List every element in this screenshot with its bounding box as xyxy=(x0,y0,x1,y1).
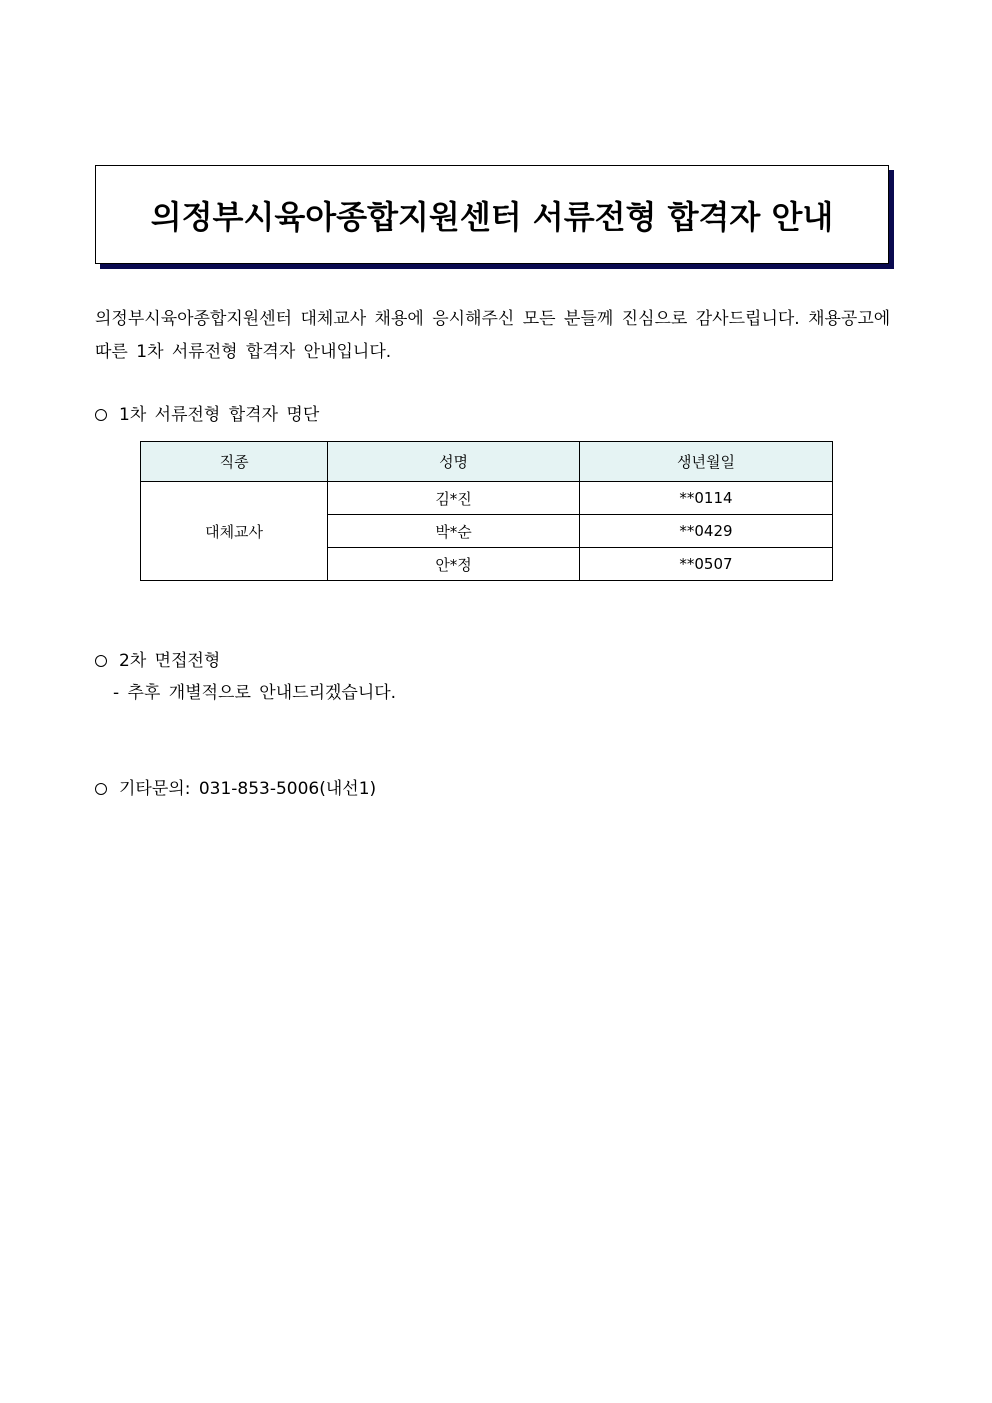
cell-birthdate: **0114 xyxy=(579,482,832,515)
cell-name: 안*정 xyxy=(328,548,580,581)
cell-name: 김*진 xyxy=(328,482,580,515)
header-job: 직종 xyxy=(141,442,328,482)
table-row xyxy=(141,482,833,515)
cell-birthdate: **0429 xyxy=(579,515,832,548)
cell-job: 대체교사 xyxy=(141,482,328,581)
contact-info: 기타문의: 031-853-5006(내선1) xyxy=(119,779,377,799)
page-title: 의정부시육아종합지원센터 서류전형 합격자 안내 xyxy=(150,197,834,236)
table-header-row xyxy=(141,442,833,482)
passer-table xyxy=(140,441,833,581)
section-interview-heading: 2차 면접전형 xyxy=(119,651,221,671)
cell-name: 박*순 xyxy=(328,515,580,548)
intro-paragraph: 의정부시육아종합지원센터 대체교사 채용에 응시해주신 모든 분들께 진심으로 감사드립니다. 채용공고에 따른 1차 서류전형 합격자 안내입니다. xyxy=(95,309,891,362)
circle-bullet-icon xyxy=(95,783,107,795)
interview-detail: - 추후 개별적으로 안내드리겠습니다. xyxy=(113,683,397,703)
circle-bullet-icon xyxy=(95,655,107,667)
section-first-round-heading: 1차 서류전형 합격자 명단 xyxy=(119,405,320,425)
section-interview xyxy=(95,649,220,673)
cell-birthdate: **0507 xyxy=(579,548,832,581)
section-first-round xyxy=(95,403,319,427)
header-name: 성명 xyxy=(328,442,580,482)
header-birthdate: 생년월일 xyxy=(579,442,832,482)
circle-bullet-icon xyxy=(95,409,107,421)
title-box xyxy=(95,165,889,264)
section-contact xyxy=(95,777,376,801)
